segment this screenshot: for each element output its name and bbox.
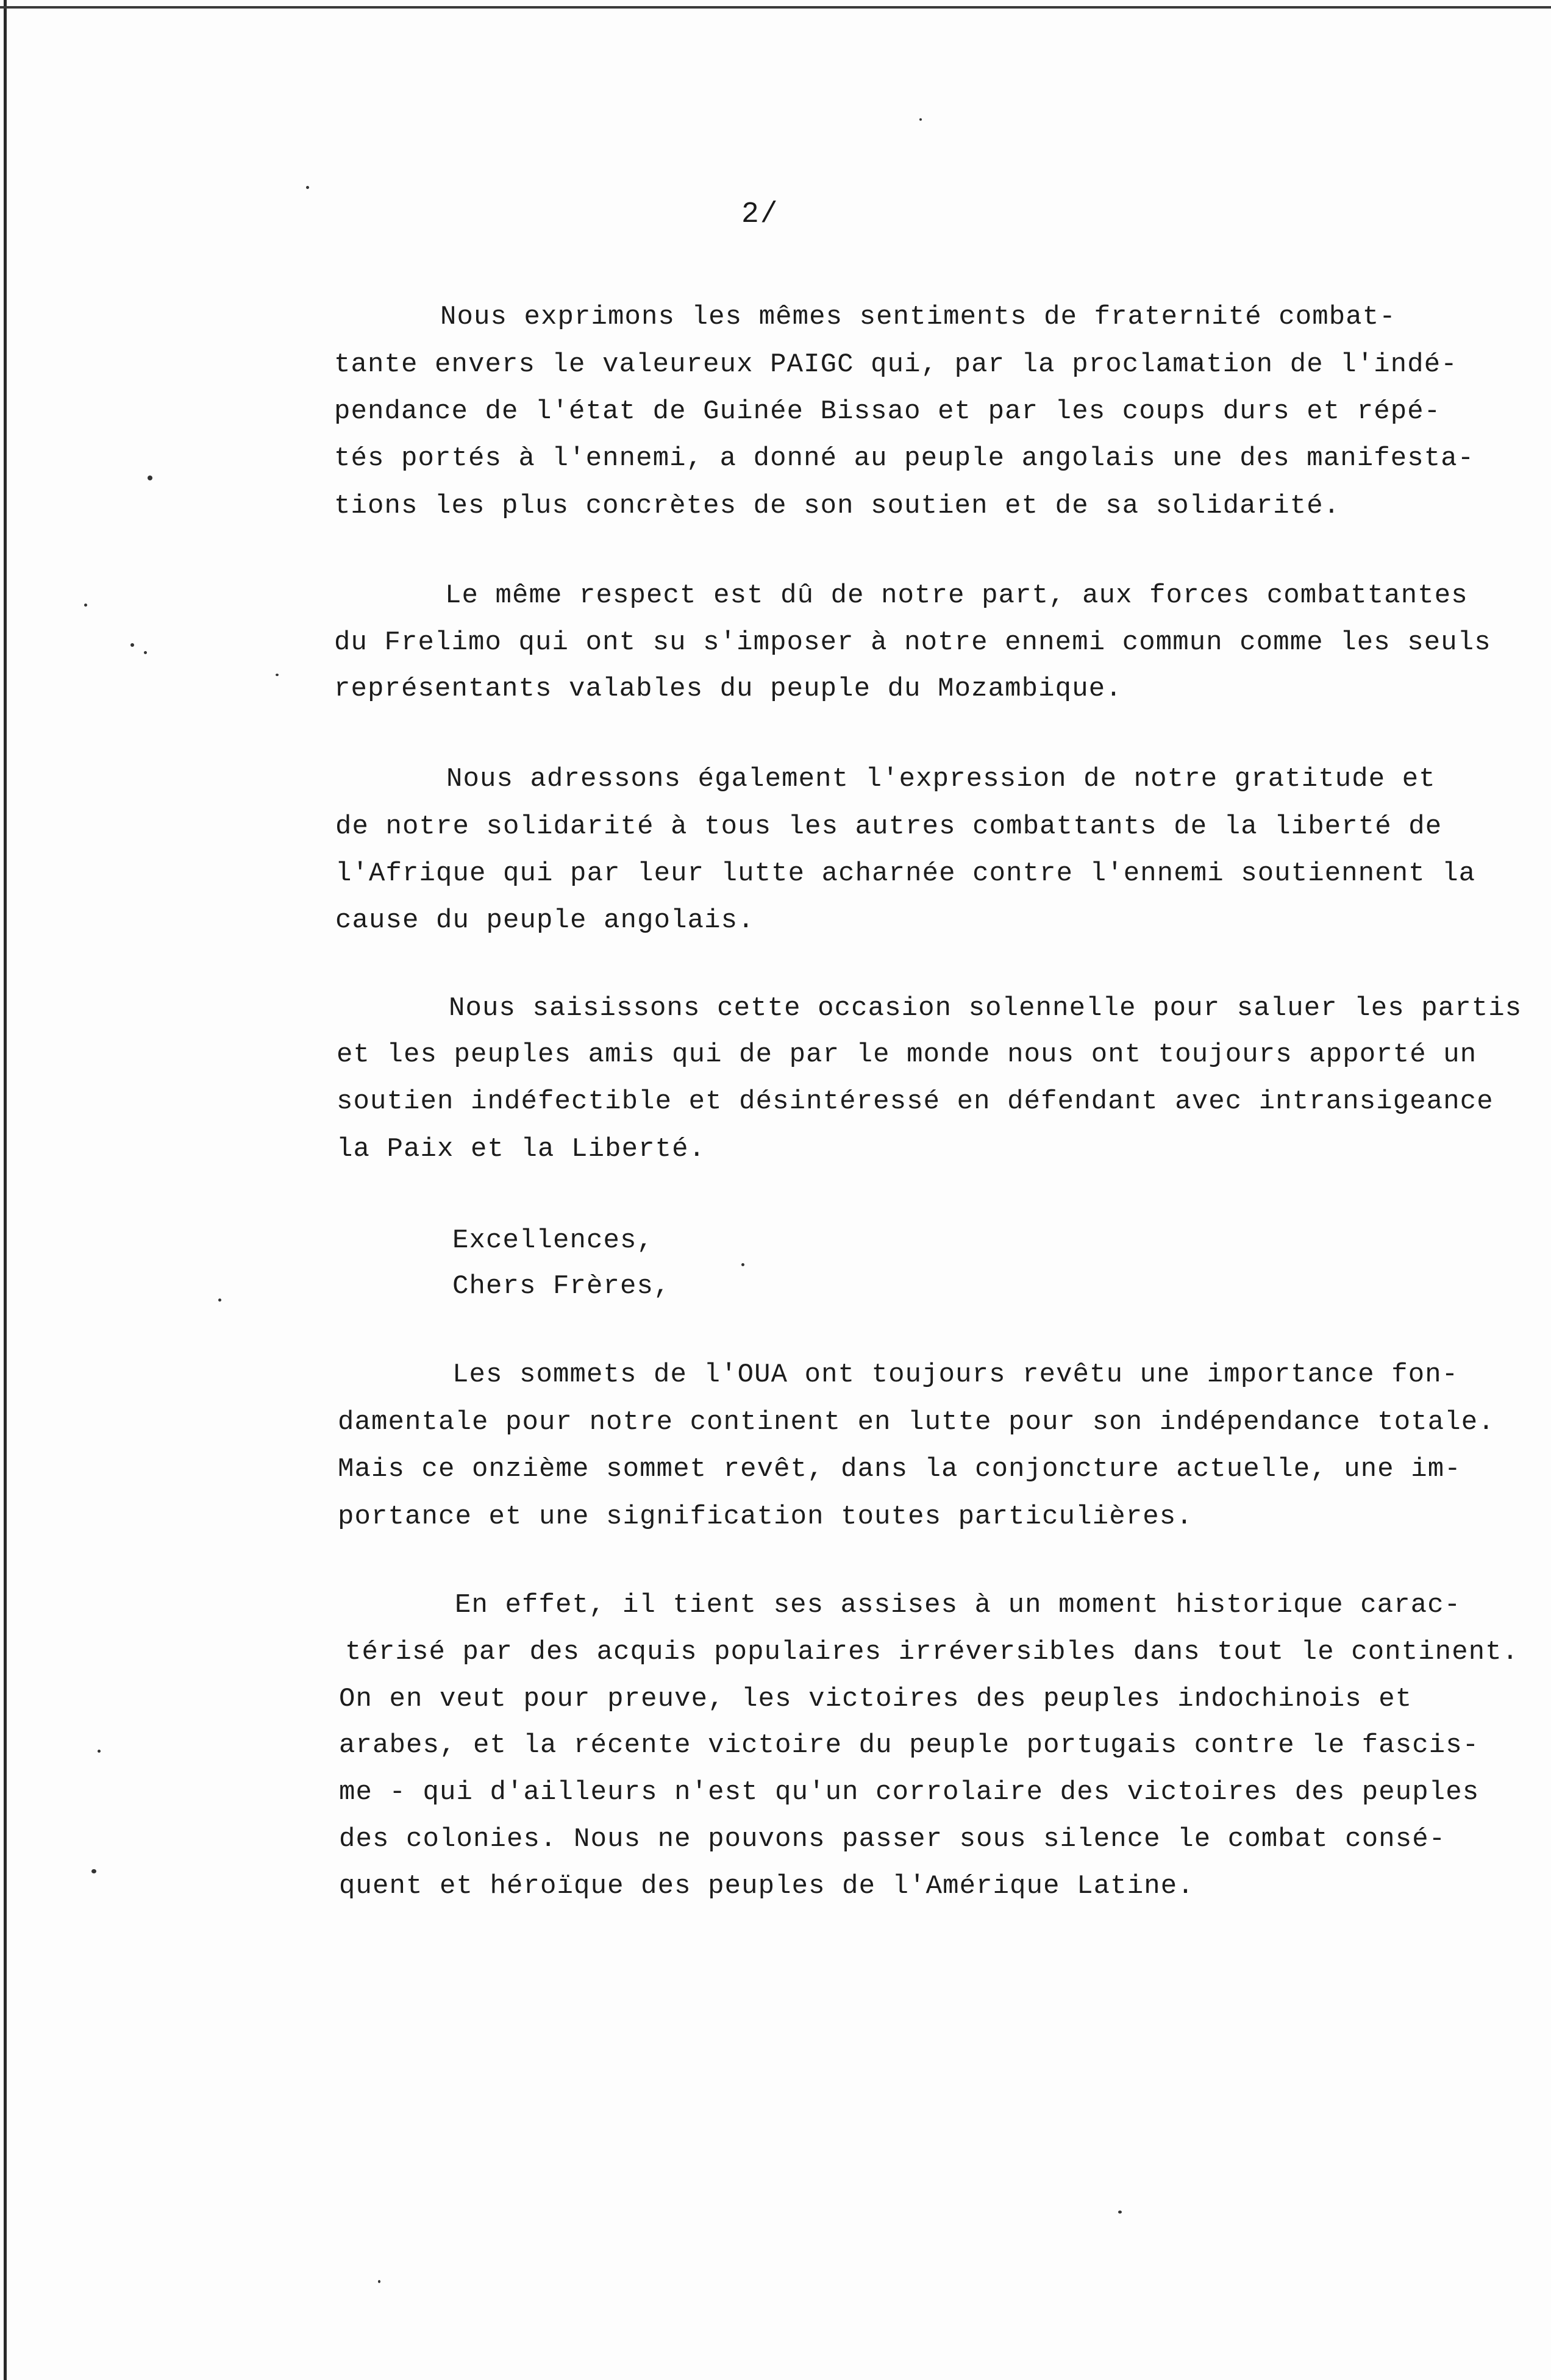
text-line: Mais ce onzième sommet revêt, dans la conjoncture actuelle, une im- bbox=[338, 1454, 1461, 1484]
salutation-line: Chers Frères, bbox=[452, 1271, 671, 1302]
scan-speck bbox=[378, 2280, 380, 2283]
scan-speck bbox=[130, 643, 134, 647]
scan-left-edge bbox=[4, 0, 7, 2380]
scan-speck bbox=[919, 118, 922, 121]
text-line: du Frelimo qui ont su s'imposer à notre ennemi commun comme les seuls bbox=[334, 627, 1491, 658]
text-line: pendance de l'état de Guinée Bissao et par les coups durs et répé- bbox=[334, 396, 1441, 427]
text-line: la Paix et la Liberté. bbox=[337, 1134, 706, 1164]
text-line: Le même respect est dû de notre part, aux forces combattantes bbox=[445, 580, 1468, 611]
salutation-line: Excellences, bbox=[452, 1225, 654, 1256]
scan-top-edge bbox=[0, 6, 1551, 9]
scan-speck bbox=[276, 674, 279, 676]
text-line: cause du peuple angolais. bbox=[335, 905, 755, 936]
text-line: portance et une signification toutes particulières. bbox=[338, 1502, 1193, 1532]
scan-speck bbox=[144, 651, 147, 654]
scan-speck bbox=[306, 186, 309, 189]
text-line: soutien indéfectible et désintéressé en défendant avec intransigeance bbox=[337, 1086, 1494, 1117]
text-line: de notre solidarité à tous les autres combattants de la liberté de bbox=[335, 811, 1442, 842]
scan-speck bbox=[84, 604, 87, 607]
scan-speck bbox=[148, 476, 152, 480]
scan-speck bbox=[98, 1750, 101, 1753]
text-line: des colonies. Nous ne pouvons passer sous silence le combat consé- bbox=[339, 1824, 1446, 1854]
scan-speck bbox=[91, 1869, 96, 1873]
text-line: tante envers le valeureux PAIGC qui, par la proclamation de l'indé- bbox=[334, 349, 1458, 380]
text-line: arabes, et la récente victoire du peuple portugais contre le fascis- bbox=[339, 1730, 1480, 1761]
scan-speck bbox=[1118, 2211, 1122, 2214]
text-line: térisé par des acquis populaires irréversibles dans tout le continent. bbox=[345, 1637, 1519, 1667]
text-line: me - qui d'ailleurs n'est qu'un corrolaire des victoires des peuples bbox=[339, 1777, 1480, 1808]
text-line: quent et héroïque des peuples de l'Amérique Latine. bbox=[339, 1871, 1194, 1901]
text-line: l'Afrique qui par leur lutte acharnée contre l'ennemi soutiennent la bbox=[335, 858, 1476, 889]
text-line: Les sommets de l'OUA ont toujours revêtu une importance fon- bbox=[452, 1359, 1459, 1390]
text-line: et les peuples amis qui de par le monde nous ont toujours apporté un bbox=[337, 1039, 1477, 1070]
page-number: 2/ bbox=[741, 198, 779, 231]
text-line: En effet, il tient ses assises à un moment historique carac- bbox=[455, 1590, 1461, 1620]
text-line: On en veut pour preuve, les victoires des peuples indochinois et bbox=[339, 1684, 1413, 1714]
scan-speck bbox=[218, 1299, 221, 1302]
text-line: tions les plus concrètes de son soutien et de sa solidarité. bbox=[334, 491, 1341, 521]
text-line: tés portés à l'ennemi, a donné au peuple angolais une des manifesta- bbox=[334, 443, 1475, 474]
text-line: représentants valables du peuple du Mozambique. bbox=[334, 674, 1122, 704]
text-line: Nous adressons également l'expression de notre gratitude et bbox=[446, 764, 1436, 794]
text-line: Nous exprimons les mêmes sentiments de fraternité combat- bbox=[440, 302, 1396, 332]
text-line: Nous saisissons cette occasion solennelle pour saluer les partis bbox=[449, 993, 1522, 1024]
text-line: damentale pour notre continent en lutte pour son indépendance totale. bbox=[338, 1407, 1495, 1438]
scan-speck bbox=[741, 1263, 744, 1266]
